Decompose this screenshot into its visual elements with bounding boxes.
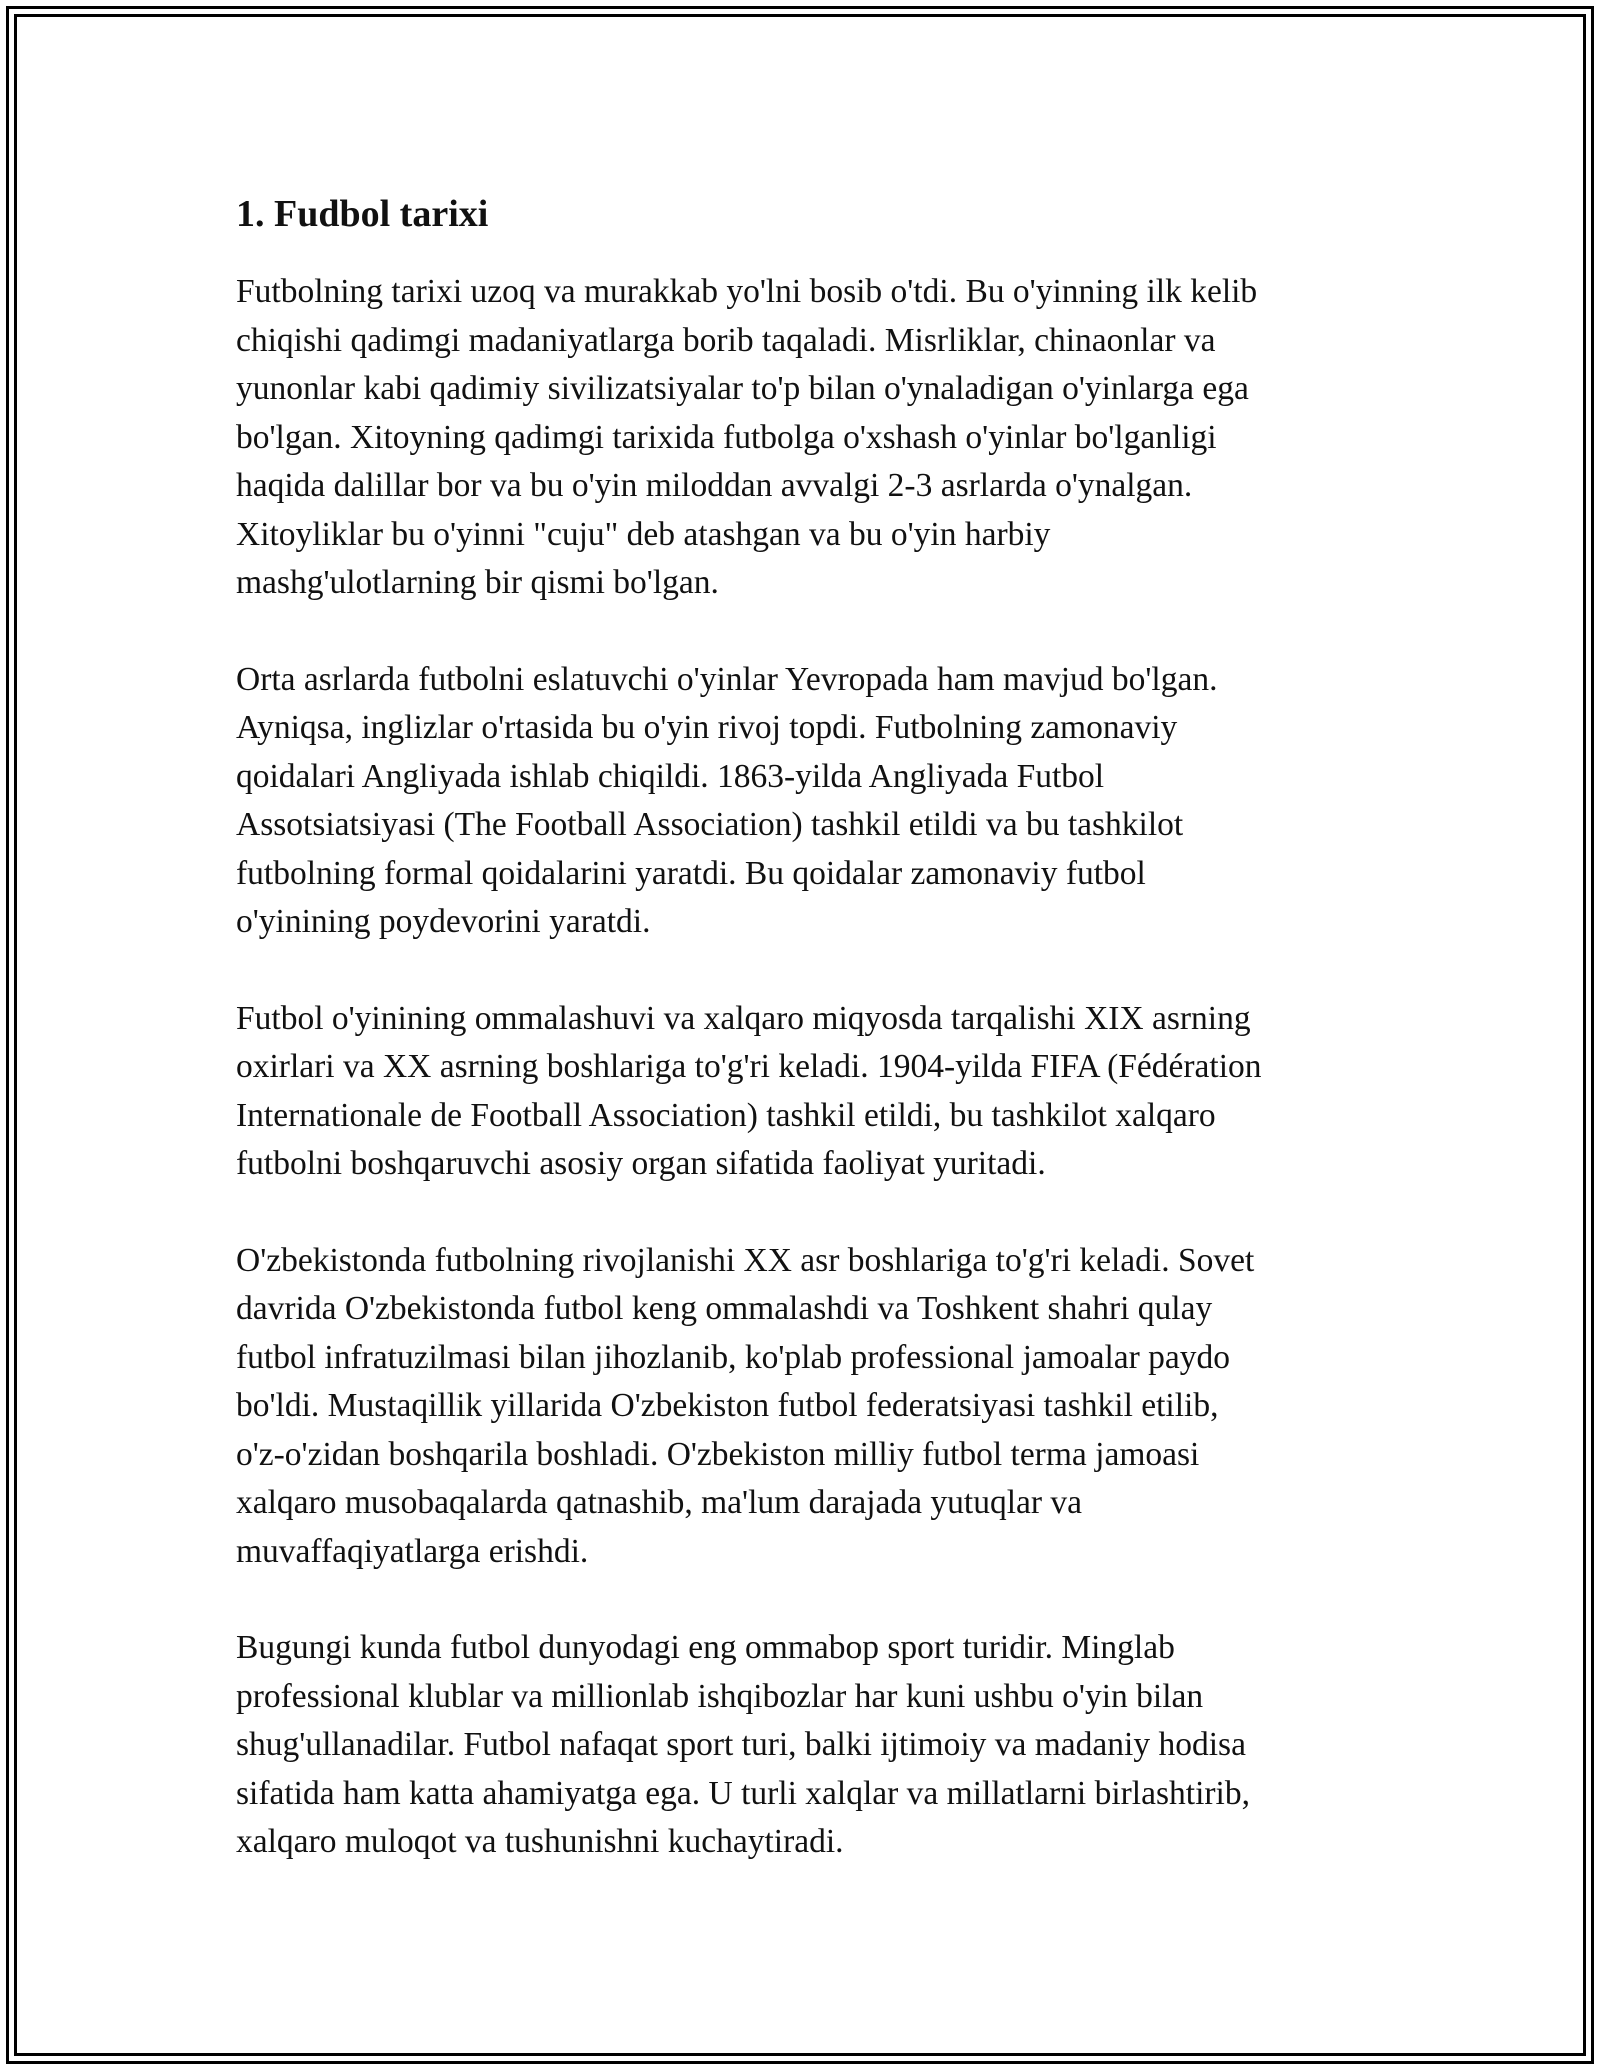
- paragraph-middle-ages: [236, 656, 1376, 947]
- text-line: haqida dalillar bor va bu o'yin miloddan avvalgi 2-3 asrlarda o'ynalgan.: [236, 467, 1193, 504]
- document-body: [236, 186, 1376, 1915]
- text-line: chiqishi qadimgi madaniyatlarga borib taqaladi. Misrliklar, chinaonlar va: [236, 321, 1216, 359]
- section-heading: 1. Fudbol tarixi: [236, 193, 489, 235]
- text-line: Bugungi kunda futbol dunyodagi eng ommabop sport turidir. Minglab: [236, 1629, 1175, 1666]
- text-line: O'zbekistonda futbolning rivojlanishi XX asr boshlariga to'g'ri keladi. Sovet: [236, 1241, 1255, 1279]
- text-line: xalqaro muloqot va tushunishni kuchaytiradi.: [236, 1823, 844, 1860]
- text-line: Orta asrlarda futbolni eslatuvchi o'yinlar Yevropada ham mavjud bo'lgan.: [236, 660, 1218, 698]
- text-line: muvaffaqiyatlarga erishdi.: [236, 1532, 589, 1570]
- text-line: shug'ullanadilar. Futbol nafaqat sport turi, balki ijtimoiy va madaniy hodisa: [236, 1726, 1246, 1763]
- text-line: Futbolning tarixi uzoq va murakkab yo'lni bosib o'tdi. Bu o'yinning ilk kelib: [236, 273, 1258, 310]
- text-line: bo'ldi. Mustaqillik yillarida O'zbekiston futbol federatsiyasi tashkil etilib,: [236, 1387, 1219, 1424]
- text-line: Internationale de Football Association) tashkil etildi, bu tashkilot xalqaro: [236, 1096, 1216, 1134]
- text-line: Xitoyliklar bu o'yinni "cuju" deb atashgan va bu o'yin harbiy: [236, 515, 1051, 553]
- paragraph-uzbekistan: [236, 1237, 1376, 1577]
- text-line: oxirlari va XX asrning boshlariga to'g'ri keladi. 1904-yilda FIFA (Fédération: [236, 1048, 1262, 1085]
- text-line: futbol infratuzilmasi bilan jihozlanib, ko'plab professional jamoalar paydo: [236, 1338, 1231, 1376]
- text-line: mashg'ulotlarning bir qismi bo'lgan.: [236, 564, 719, 601]
- paragraph-history-origins: [236, 268, 1376, 608]
- text-line: Ayniqsa, inglizlar o'rtasida bu o'yin rivoj topdi. Futbolning zamonaviy: [236, 709, 1178, 746]
- paragraph-fifa: [236, 995, 1376, 1189]
- text-line: davrida O'zbekistonda futbol keng ommalashdi va Toshkent shahri qulay: [236, 1290, 1213, 1327]
- text-line: o'z-o'zidan boshqarila boshladi. O'zbekiston milliy futbol terma jamoasi: [236, 1435, 1200, 1473]
- text-line: futbolni boshqaruvchi asosiy organ sifatida faoliyat yuritadi.: [236, 1145, 1046, 1182]
- text-line: professional klublar va millionlab ishqibozlar har kuni ushbu o'yin bilan: [236, 1677, 1204, 1715]
- text-line: Assotsiatsiyasi (The Football Association) tashkil etildi va bu tashkilot: [236, 806, 1184, 843]
- text-line: Futbol o'yinining ommalashuvi va xalqaro miqyosda tarqalishi XIX asrning: [236, 999, 1251, 1037]
- text-line: yunonlar kabi qadimiy sivilizatsiyalar to'p bilan o'ynaladigan o'yinlarga ega: [236, 370, 1249, 407]
- text-line: futbolning formal qoidalarini yaratdi. Bu qoidalar zamonaviy futbol: [236, 854, 1146, 892]
- text-line: xalqaro musobaqalarda qatnashib, ma'lum darajada yutuqlar va: [236, 1484, 1083, 1521]
- text-line: qoidalari Angliyada ishlab chiqildi. 1863-yilda Angliyada Futbol: [236, 757, 1105, 795]
- text-line: bo'lgan. Xitoyning qadimgi tarixida futbolga o'xshash o'yinlar bo'lganligi: [236, 418, 1217, 456]
- paragraph-today: [236, 1624, 1376, 1867]
- text-line: o'yinining poydevorini yaratdi.: [236, 903, 651, 940]
- text-line: sifatida ham katta ahamiyatga ega. U turli xalqlar va millatlarni birlashtirib,: [236, 1774, 1250, 1812]
